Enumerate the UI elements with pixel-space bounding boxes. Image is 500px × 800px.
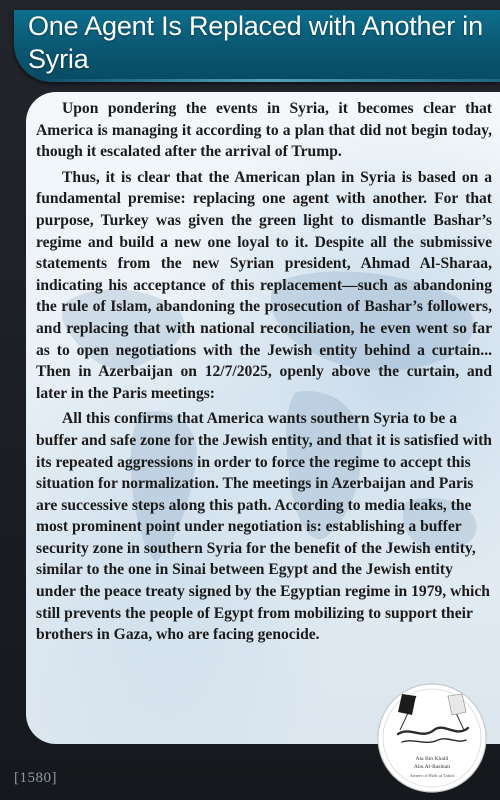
seal-name-line-1: Ata Bin Khalil (415, 756, 449, 762)
ameer-seal-logo (376, 682, 488, 794)
page-title: One Agent Is Replaced with Another in Syria (28, 11, 483, 74)
seal-title-line: Ameer of Hizb ut Tahrir (409, 773, 455, 778)
content-panel (26, 92, 500, 744)
article-body (36, 98, 492, 650)
seal-name-line-2: Abu Al-Rashtah (413, 764, 451, 770)
article-paragraph-1: Upon pondering the events in Syria, it becomes clear that America is managing it according to a plan that did not begin today, though it escalated after the arrival of Trump. (36, 100, 492, 161)
title-banner (14, 10, 500, 82)
article-paragraph-2: Thus, it is clear that the American plan in Syria is based on a fundamental premise: replacing one agent with another. For that purpose, Turkey was given the green light to dismantle Bashar’s regime and build a new one loyal to it. Despite all the submissive statements from the new Syrian president, Ahmad Al-Sharaa, indicating his acceptance of this replacement—such as abandoning the rule of Islam, abandoning the prosecution of Bashar’s followers, and replacing that with national reconciliation, he even went so far as to open negotiations with the Jewish entity behind a curtain... Then in Azerbaijan on 12/7/2025, openly above the curtain, and later in the Paris meetings: (36, 168, 492, 402)
issue-number: [1580] (14, 770, 57, 786)
article-paragraph-3: All this confirms that America wants southern Syria to be a buffer and safe zone for the Jewish entity, and that it is satisfied with its repeated aggressions in order to force the regime to accept this situation for normalization. The meetings in Azerbaijan and Paris are successive steps along this path. According to media leaks, the most prominent point under negotiation is: establishing a buffer security zone in southern Syria for the benefit of the Jewish entity, similar to the one in Sinai between Egypt and the Jewish entity under the peace treaty signed by the Egyptian regime in 1979, which still prevents the people of Egypt from mobilizing to support their brothers in Gaza, who are facing genocide. (36, 410, 492, 644)
